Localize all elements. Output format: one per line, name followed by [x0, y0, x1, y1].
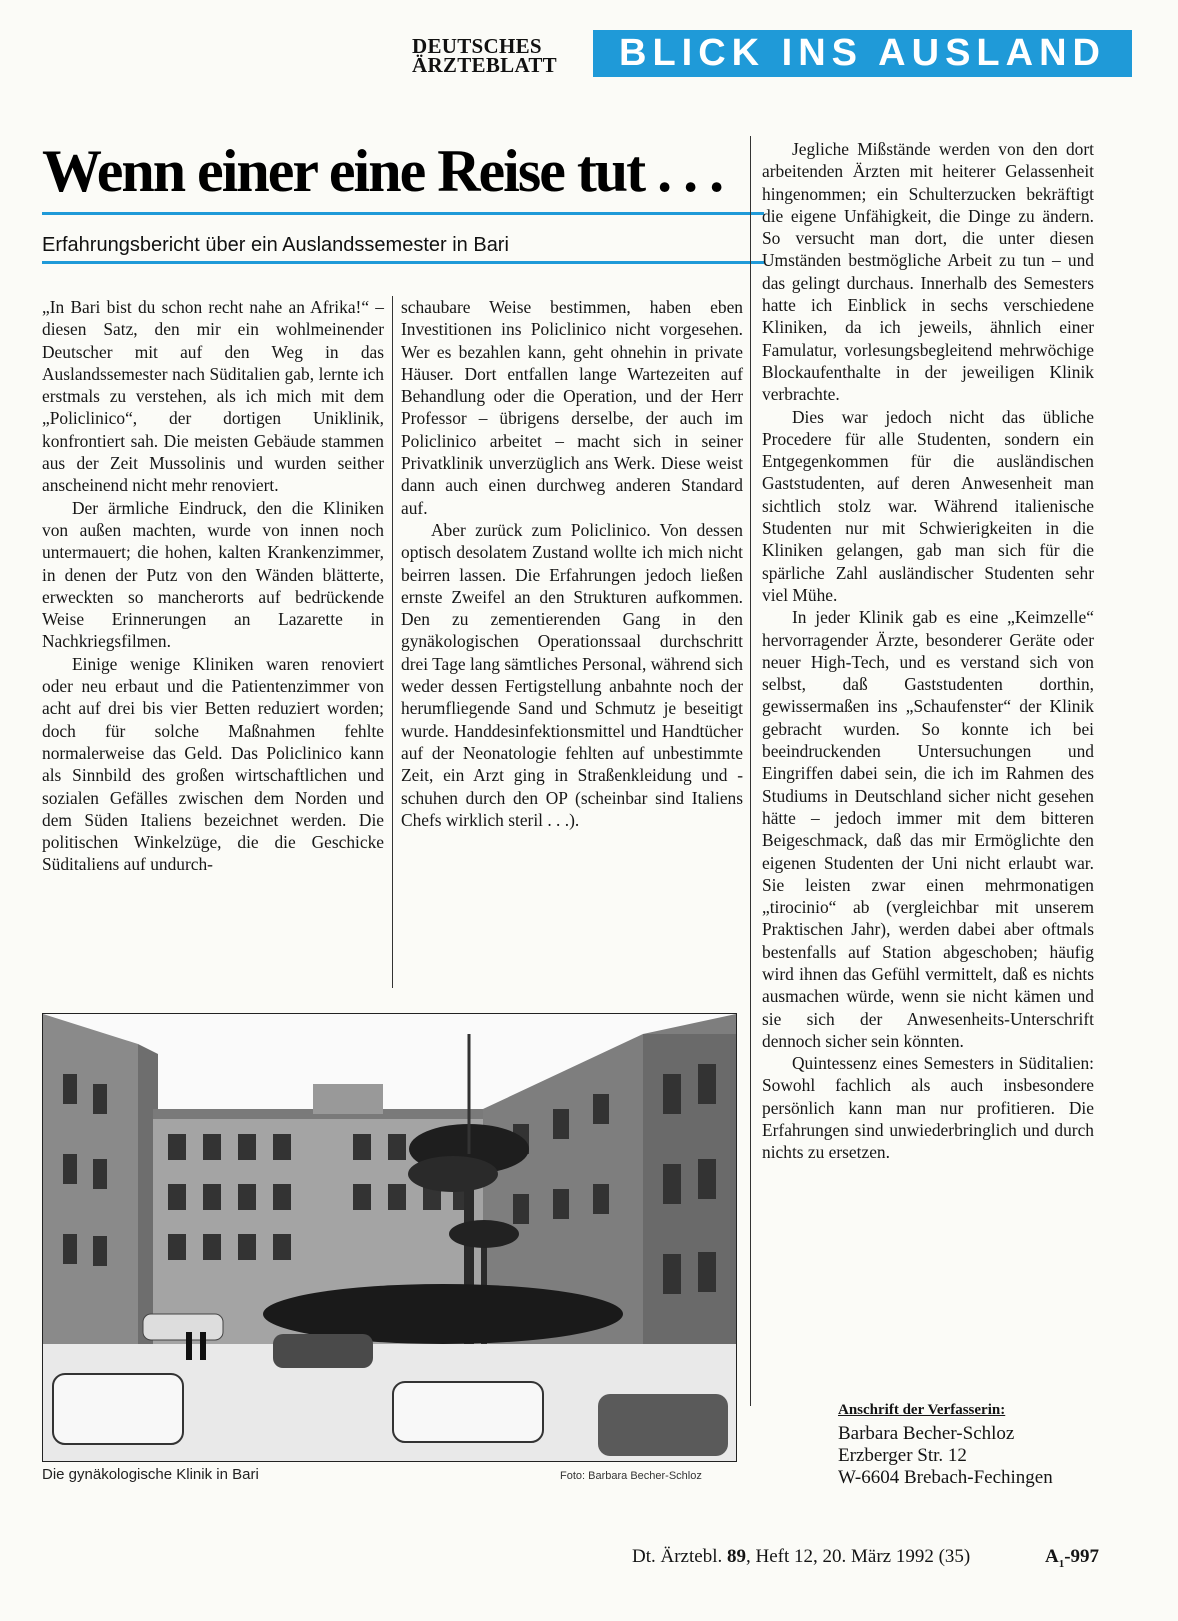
text-column-3 [762, 138, 1094, 1164]
paragraph: Einige wenige Kliniken waren renoviert oder neu erbaut und die Patientenzimmer von acht auf drei bis vier Betten reduziert worden; doch für solche Maßnahmen fehlte normalerweise das Geld. Das Policlinico kann als Sinnbild des großen wirtschaftlichen und sozialen Gefälles zwischen dem Norden und dem Süden Italiens bezeichnet werden. Die politischen Winkelzüge, die die Geschicke Süditaliens auf undurch- [42, 653, 384, 875]
text-column-1 [42, 296, 384, 876]
journal-logo-line1: DEUTSCHES [412, 34, 542, 58]
page-citation [632, 1545, 970, 1569]
paragraph: Jegliche Mißstände werden von den dort arbeitenden Ärzten mit heiterer Gelassenheit hingenommen; ein Schulterzucken bekräftigt die eigene Unfähigkeit, die Dinge zu ändern. So versucht man dort, die unter diesen Umständen bestmögliche Arbeit zu tun – und das gelingt durchaus. Innerhalb des Semesters hatte ich Einblick in sechs verschiedene Kliniken, da ich jeweils, ähnlich einer Famulatur, vorlesungsbegleitend mehrwöchige Blockaufenthalte in der jeweiligen Klinik verbrachte. [762, 139, 1094, 405]
photo-caption: Die gynäkologische Klinik in Bari [42, 1466, 259, 1483]
issue-date: , Heft 12, 20. März 1992 (35) [745, 1546, 971, 1567]
author-city: W-6604 Brebach-Fechingen [838, 1467, 1053, 1488]
column-divider [392, 296, 393, 988]
article-title: Wenn einer eine Reise tut . . . [42, 138, 723, 204]
journal-abbrev: Dt. Ärztebl. [632, 1546, 723, 1567]
paragraph: Dies war jedoch nicht das übliche Procedere für alle Studenten, sondern ein Entgegenkommen für die ausländischen Gaststudenten, auf deren Anwesenheit man sichtlich stolz war. Während italienische Studenten nur mit Schwierigkeiten in die Kliniken gelangen, gab man sich für die spärliche Zahl ausländischer Studenten sehr viel Mühe. [762, 406, 1094, 605]
section-banner: BLICK INS AUSLAND [593, 30, 1132, 77]
subtitle-divider [42, 261, 764, 264]
journal-logo-line2: ÄRZTEBLATT [412, 53, 557, 77]
page-prefix: A [1045, 1546, 1059, 1567]
photo-credit: Foto: Barbara Becher-Schloz [560, 1470, 702, 1482]
title-divider [42, 212, 764, 215]
page-subscript: 1 [1058, 1557, 1065, 1570]
paragraph: Der ärmliche Eindruck, den die Kliniken von außen machten, wurde von innen noch untermauert; die hohen, kalten Krankenzimmer, in denen der Putz von den Wänden blätterte, erweckten so mancherorts auf bedrückende Weise Erinnerungen an Lazarette in Nachkriegsfilmen. [42, 497, 384, 652]
paragraph: schaubare Weise bestimmen, haben eben Investitionen ins Policlinico nicht vorgesehen. Wer es bezahlen kann, geht ohnehin in private Häuser. Dort entfallen lange Wartezeiten auf Behandlung oder die Operation, und der Herr Professor – übrigens derselbe, der auch im Policlinico arbeitet – macht sich in seiner Privatklinik unverzüglich ans Werk. Diese weist dann auch einen durchweg anderen Standard auf. [401, 297, 743, 518]
volume-number: 89 [726, 1546, 746, 1567]
paragraph: „In Bari bist du schon recht nahe an Afrika!“ – diesen Satz, den mir ein wohlmeinender Deutscher mit auf den Weg in das Auslandssemester nach Süditalien gab, lernte ich erstmals zu verstehen, als ich mich mit dem „Policlinico“, der dortigen Uniklinik, konfrontiert sah. Die meisten Gebäude stammen aus der Zeit Mussolinis und wurden seither anscheinend nicht mehr renoviert. [42, 297, 384, 496]
page-value: -997 [1064, 1546, 1100, 1567]
author-name: Barbara Becher-Schloz [838, 1423, 1015, 1444]
clinic-photo [42, 1013, 737, 1462]
paragraph: Aber zurück zum Policlinico. Von dessen optisch desolatem Zustand wollte ich mich nicht beirren lassen. Die Erfahrungen jedoch ließen ernste Zweifel an den Strukturen aufkommen. Den zu zementierenden Gang in den gynäkologischen Operationssaal durchschritt drei Tage lang sämtliches Personal, während sich weder dessen Fertigstellung anbahnte noch der herumfliegende Sand und Schmutz je beseitigt wurde. Handdesinfektionsmittel und Handtücher auf der Neonatologie fehlten auf unbestimmte Zeit, ein Arzt ging in Straßenkleidung und -schuhen durch den OP (scheinbar sind Italiens Chefs wirklich steril . . .). [401, 519, 743, 830]
address-label: Anschrift der Verfasserin: [838, 1402, 1006, 1418]
article-subtitle: Erfahrungsbericht über ein Auslandssemester in Bari [42, 234, 509, 256]
masthead [412, 30, 1132, 80]
paragraph: In jeder Klinik gab es eine „Keimzelle“ hervorragender Ärzte, besonderer Geräte oder neuer High-Tech, und es verstand sich von selbst, daß Gaststudenten dorthin, gewissermaßen ins „Schaufenster“ der Klinik gebracht wurden. So konnte ich bei beeindruckenden Untersuchungen und Eingriffen dabei sein, die ich im Rahmen des Studiums in Deutschland sicher nicht gesehen hätte – jedoch immer mit dem bitteren Beigeschmack, daß das mir Ermöglichte den eigenen Studenten der Uni nicht erlaubt war. Sie leisten zwar einen mehrmonatigen „tirocinio“ ab (vergleichbar mit unserem Praktischen Jahr), werden dabei aber oftmals bestenfalls auf Station abgeschoben; häufig wird ihnen das Gefühl vermittelt, daß es nichts ausmachen würde, wenn sie nicht kämen und sie sich der Anwesenheits-Unterschrift dennoch sicher sein könnten. [762, 607, 1094, 1051]
author-street: Erzberger Str. 12 [838, 1445, 967, 1466]
paragraph: Quintessenz eines Semesters in Süditalien: Sowohl fachlich als auch insbesondere persönlich kann man nur profitieren. Die Erfahrungen sind unwiederbringlich und durch nichts zu ersetzen. [762, 1053, 1094, 1163]
text-column-2 [401, 296, 743, 831]
journal-logo [412, 34, 582, 77]
column-divider [750, 136, 751, 1406]
page-number [1045, 1545, 1099, 1576]
